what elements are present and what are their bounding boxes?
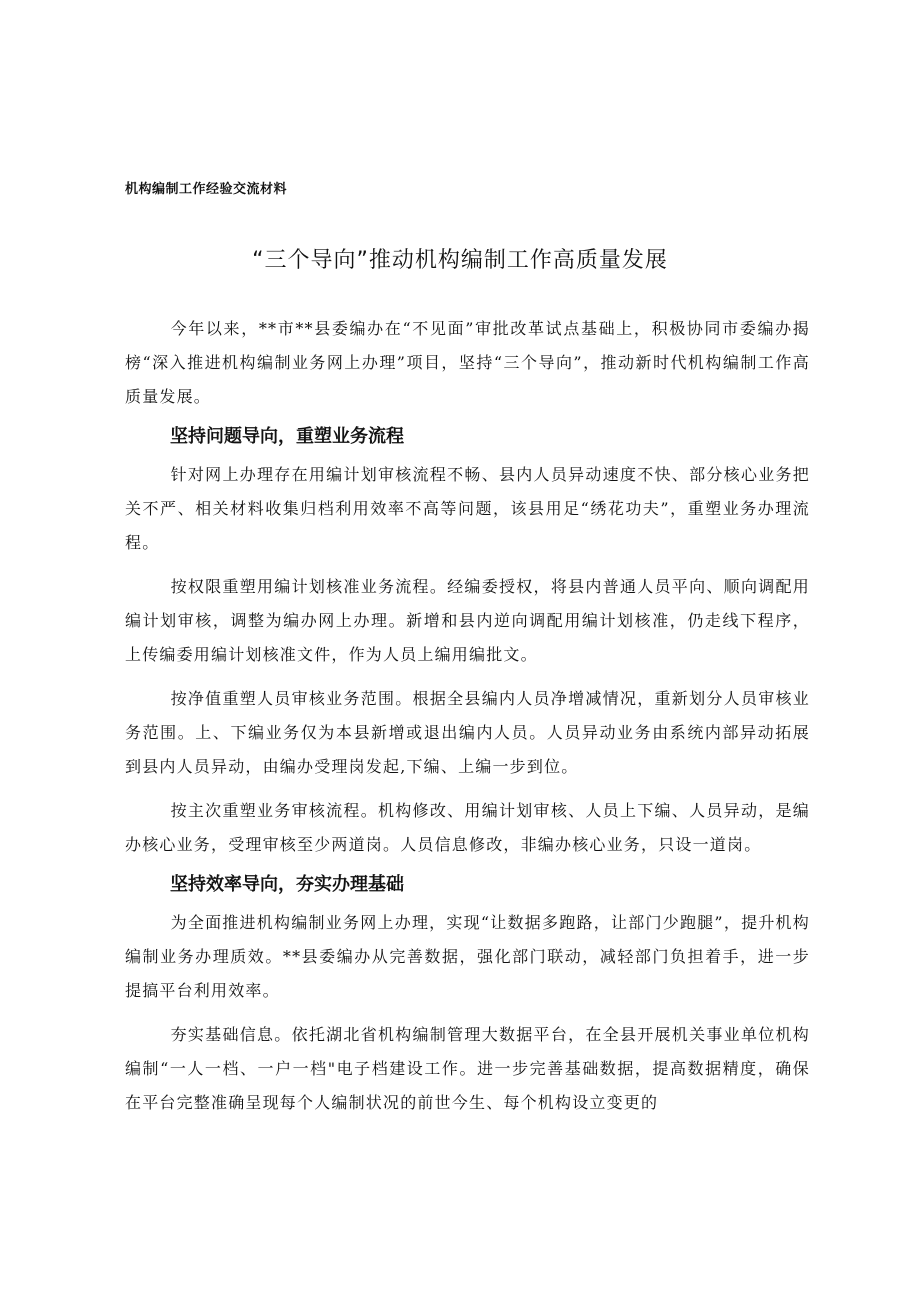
section-2-paragraph: 为全面推进机构编制业务网上办理，实现“让数据多跑路，让部门少跑腿”，提升机构编制业务办理质效。**县委编办从完善数据，强化部门联动，减轻部门负担着手，进一步提搞平台利用效率。 [125, 913, 810, 1000]
section-1-paragraph: 针对网上办理存在用编计划审核流程不畅、县内人员异动速度不快、部分核心业务把关不严、相关材料收集归档利用效率不高等问题，该县用足“绣花功夫”，重塑业务办理流程。 [125, 465, 810, 552]
section-1-paragraph: 按权限重塑用编计划核准业务流程。经编委授权，将县内普通人员平向、顺向调配用编计划审核，调整为编办网上办理。新增和县内逆向调配用编计划核准，仍走线下程序，上传编委用编计划核准文件，作为人员上编用编批文。 [125, 577, 810, 664]
section-1-heading: 坚持问题导向，重塑业务流程 [170, 426, 404, 447]
section-1-paragraph: 按主次重塑业务审核流程。机构修改、用编计划审核、人员上下编、人员异动，是编办核心业务，受理审核至少两道岗。人员信息修改，非编办核心业务，只设一道岗。 [125, 801, 810, 854]
document-title: “三个导向”推动机构编制工作高质量发展 [252, 248, 668, 273]
document-category-label: 机构编制工作经验交流材料 [125, 182, 288, 197]
section-1-paragraph: 按净值重塑人员审核业务范围。根据全县编内人员净增减情况，重新划分人员审核业务范围。上、下编业务仅为本县新增或退出编内人员。人员异动业务由系统内部异动拓展到县内人员异动，由编办受理岗发起,下编、上编一步到位。 [125, 689, 810, 776]
document-body [125, 312, 810, 1120]
intro-paragraph: 今年以来，**市**县委编办在“不见面”审批改革试点基础上，积极协同市委编办揭榜“深入推进机构编制业务网上办理”项目，坚持“三个导向”，推动新时代机构编制工作高质量发展。 [125, 319, 810, 406]
section-2-paragraph: 夯实基础信息。依托湖北省机构编制管理大数据平台，在全县开展机关事业单位机构编制“一人一档、一户一档"电子档建设工作。进一步完善基础数据，提高数据精度，确保在平台完整准确呈现每个人编制状况的前世今生、每个机构设立变更的 [125, 1025, 810, 1112]
section-2-heading: 坚持效率导向，夯实办理基础 [170, 874, 404, 895]
